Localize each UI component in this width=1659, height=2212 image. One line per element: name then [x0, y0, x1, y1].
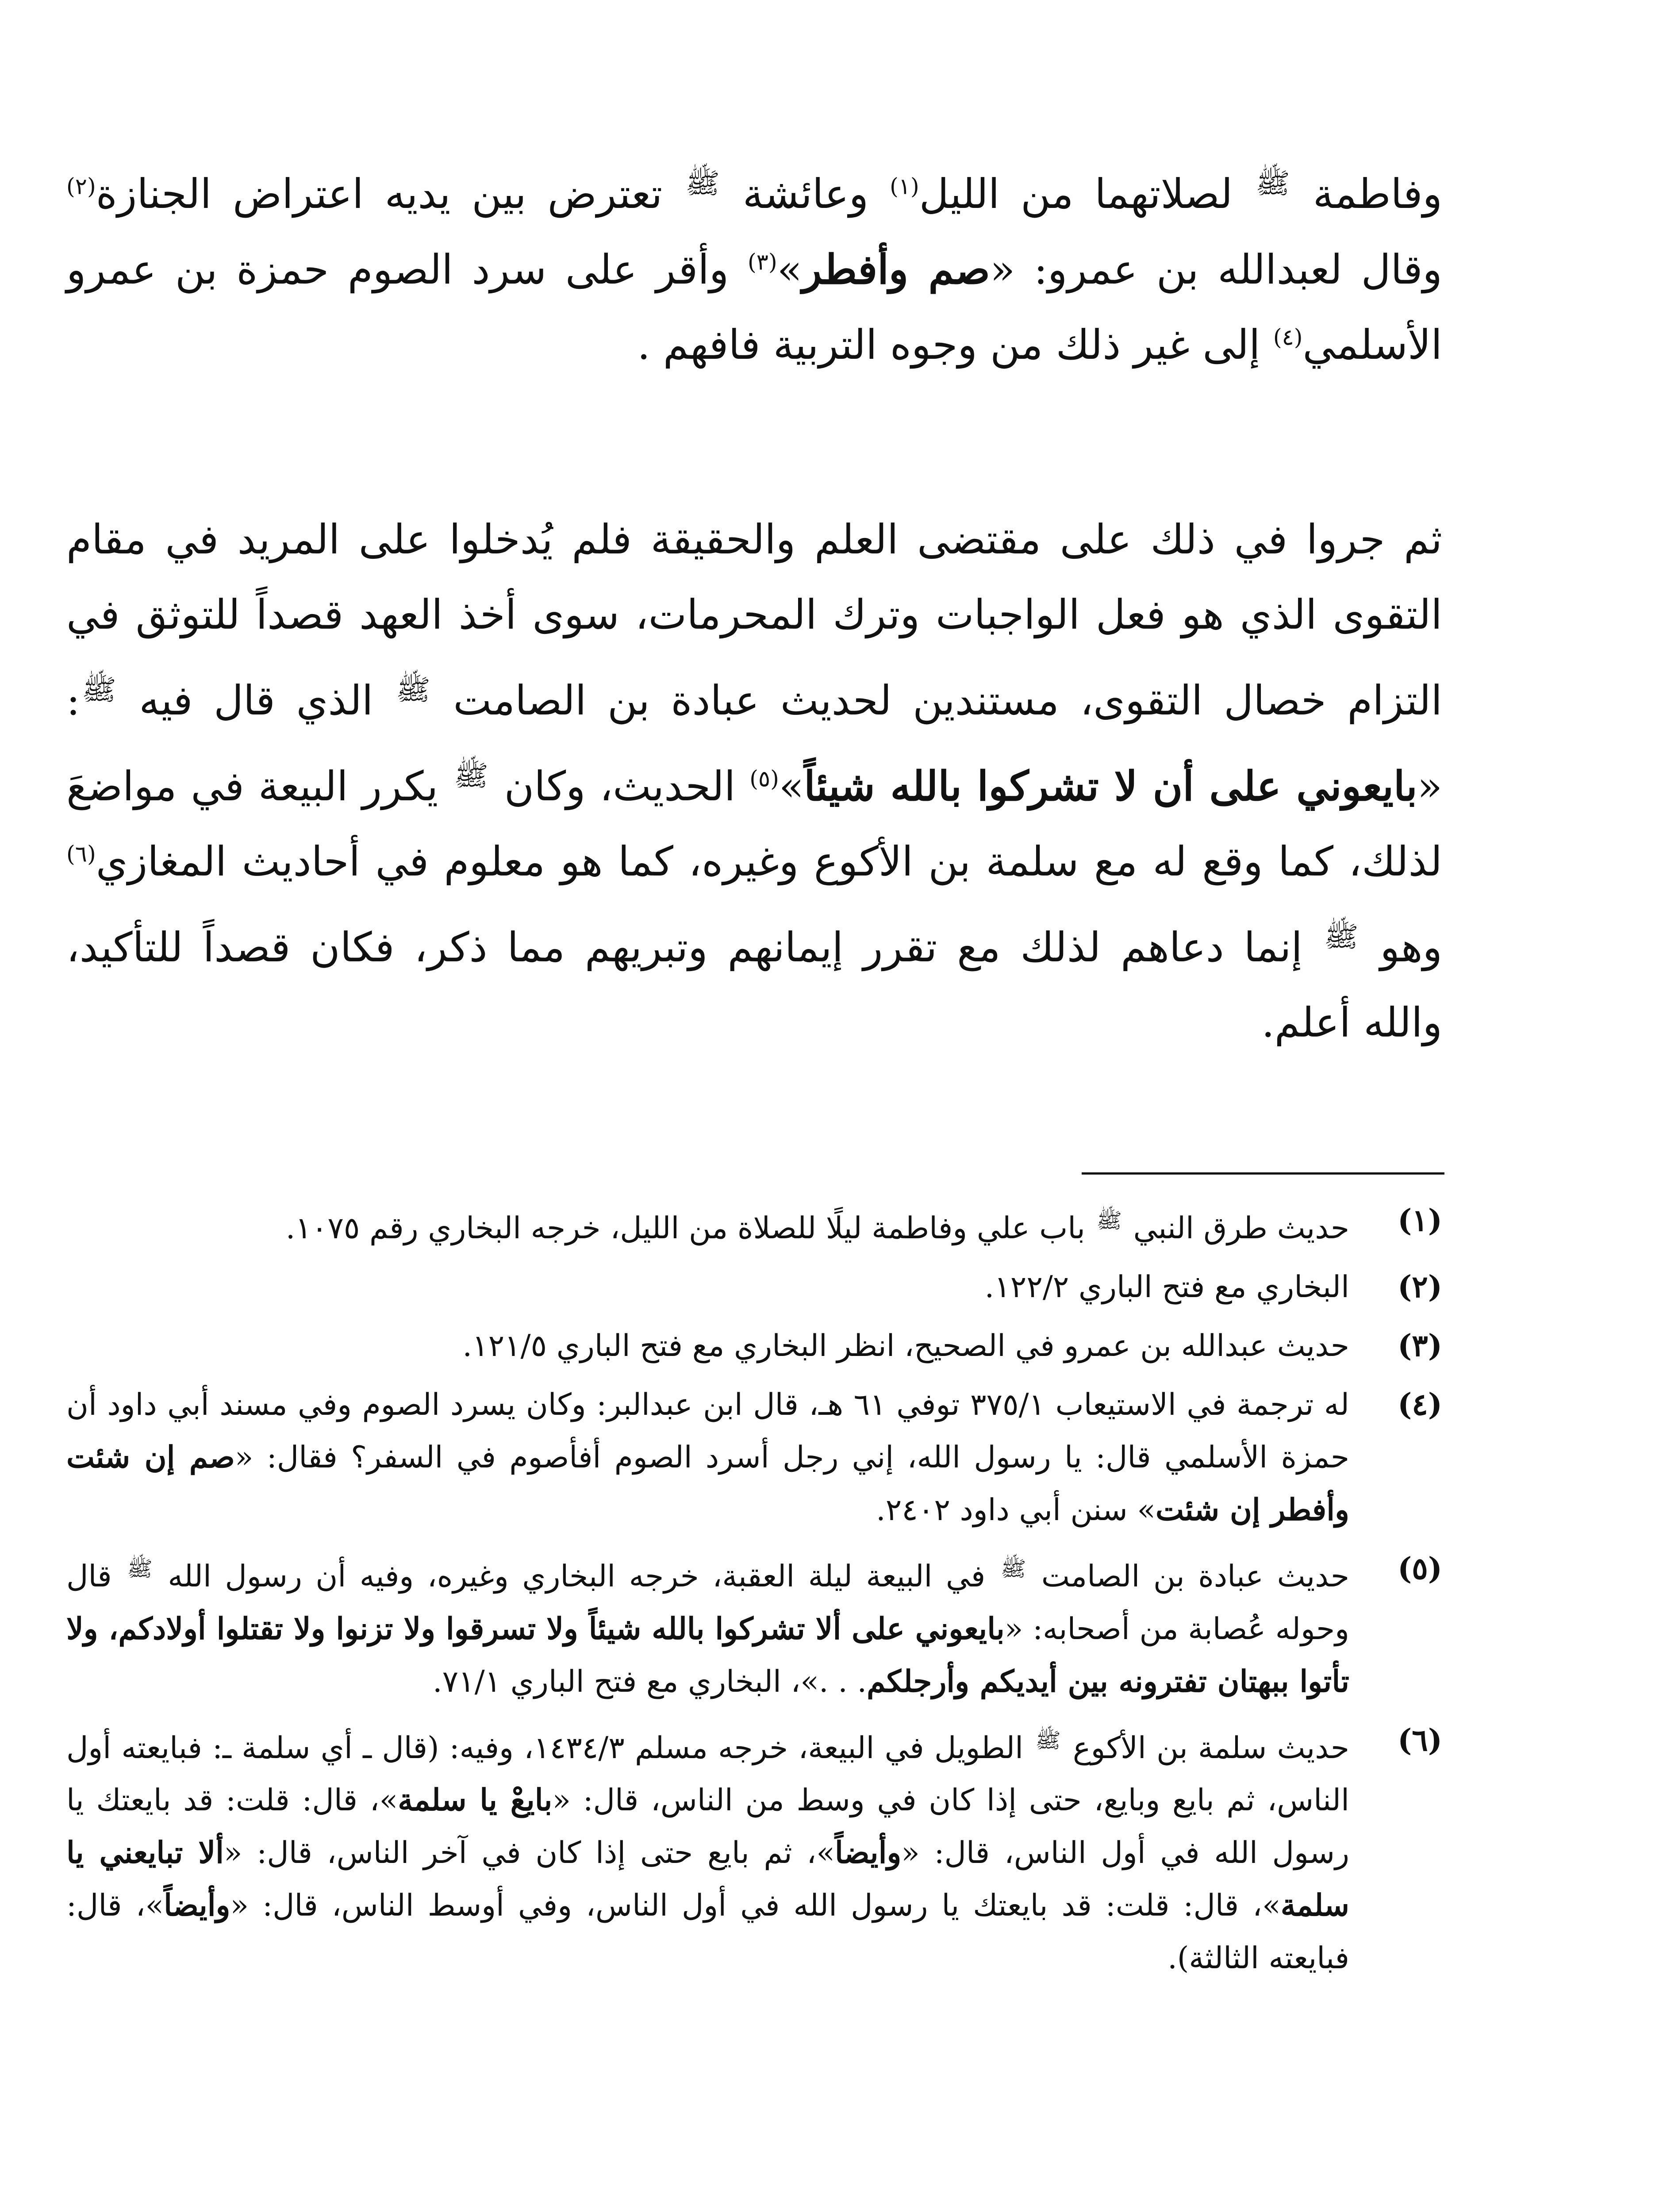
- salutation-icon: ﷺ: [396, 673, 430, 707]
- footnote-4: [66, 1379, 1442, 1536]
- footnote-ref-1[interactable]: (١): [890, 173, 919, 200]
- text-run: الطويل في البيعة، خرجه مسلم ١٤٣٤/٣، وفيه: (قال ـ أي سلمة ـ: فبايعته أول الناس، ثم بايع وبايع، حتى إذا كان في وسط من الناس، قال: «: [66, 1730, 1350, 1818]
- footnote-ref-5[interactable]: (٥): [749, 765, 779, 792]
- salutation-icon: ﷺ: [1035, 1728, 1061, 1753]
- text-run: قال وحوله عُصابة من أصحابه: «: [66, 1559, 1349, 1647]
- footnote-3: [66, 1320, 1442, 1372]
- salutation-icon: ﷺ: [1096, 1209, 1122, 1233]
- footnote-number: (٥): [1398, 1551, 1442, 1586]
- text-run: »، قال: قلت: قد بايعتك يا رسول الله في أول الناس، وفي أوسط الناس، قال: «: [230, 1888, 1281, 1924]
- text-run: : «: [66, 677, 1442, 810]
- footnote-5: [66, 1543, 1442, 1708]
- footnote-number: (٤): [1398, 1386, 1442, 1422]
- hadith-quote: صم وأفطر: [802, 246, 991, 293]
- salutation-icon: ﷺ: [127, 1556, 153, 1581]
- text-run: إنما دعاهم لذلك مع تقرر إيمانهم وتبريهم مما ذكر، فكان قصداً للتأكيد، والله أعلم.: [66, 924, 1442, 1046]
- text-run: وعائشة: [722, 170, 890, 218]
- text-run: حديث عبادة بن الصامت: [1028, 1559, 1350, 1594]
- text-run: ثم جروا في ذلك على مقتضى العلم والحقيقة فلم يُدخلوا على المريد في مقام التقوى الذي هو فعل الواجبات وترك المحرمات، سوى أخذ العهد قصداً للتوثق في التزام خصال التقوى، مستندين لحديث عبادة بن الصامت: [66, 516, 1443, 724]
- text-run: إلى غير ذلك من وجوه التربية فافهم .: [637, 321, 1273, 369]
- text-run: وأقر على سرد الصوم حمزة بن عمرو الأسلمي: [66, 246, 1442, 369]
- footnote-1: [66, 1194, 1442, 1255]
- salutation-icon: ﷺ: [685, 167, 720, 200]
- salutation-icon: ﷺ: [1000, 1556, 1026, 1581]
- hadith-quote: صم إن شئت وأفطر إن شئت: [66, 1439, 1349, 1528]
- text-run: » سنن أبي داود ٢٤٠٢.: [876, 1492, 1156, 1528]
- hadith-quote: ألا تبايعني يا سلمة: [66, 1835, 1349, 1924]
- salutation-icon: ﷺ: [1324, 920, 1359, 953]
- salutation-icon: ﷺ: [82, 673, 116, 707]
- footnote-2: [66, 1261, 1442, 1313]
- paragraph-2: [66, 502, 1442, 1060]
- text-run: »: [777, 246, 803, 293]
- text-run: وقال لعبدالله بن عمرو: «: [990, 246, 1442, 293]
- text-run: وهو: [1360, 924, 1442, 971]
- text-run: الحديث، وكان: [490, 763, 750, 810]
- text-run: حديث عبدالله بن عمرو في الصحيح، انظر البخاري مع فتح الباري ١٢١/٥.: [462, 1328, 1349, 1363]
- text-run: »، قال: فبايعته الثالثة).: [66, 1888, 1349, 1976]
- footnote-number: (١): [1398, 1203, 1442, 1238]
- footnote-ref-2[interactable]: (٢): [66, 173, 96, 200]
- salutation-icon: ﷺ: [1256, 167, 1290, 200]
- text-run: »: [779, 763, 804, 810]
- hadith-quote: بايعوني على أن لا تشركوا بالله شيئاً: [804, 762, 1417, 810]
- footnote-ref-3[interactable]: (٣): [748, 249, 777, 275]
- text-run: يكرر البيعة في مواضعَ لذلك، كما وقع له مع سلمة بن الأكوع وغيره، كما هو معلوم في أحاديث المغازي: [66, 763, 1442, 885]
- hadith-quote: وأيضاً: [834, 1835, 902, 1871]
- text-run: الذي قال فيه: [118, 677, 395, 724]
- salutation-icon: ﷺ: [454, 759, 488, 792]
- footnote-number: (٦): [1398, 1722, 1442, 1758]
- footnote-6: [66, 1714, 1442, 1985]
- paragraph-1: [66, 146, 1442, 383]
- footnote-ref-4[interactable]: (٤): [1273, 324, 1303, 350]
- text-run: البخاري مع فتح الباري ١٢٢/٢.: [984, 1269, 1349, 1305]
- footnote-number: (٢): [1398, 1269, 1442, 1305]
- hadith-quote: وأيضاً: [164, 1888, 230, 1924]
- text-run: حديث سلمة بن الأكوع: [1062, 1730, 1349, 1766]
- text-run: وفاطمة: [1291, 170, 1442, 218]
- text-run: تعترض بين يديه اعتراض الجنازة: [96, 170, 684, 218]
- text-run: في البيعة ليلة العقبة، خرجه البخاري وغيره، وفيه أن رسول الله: [154, 1559, 999, 1594]
- text-run: حديث طرق النبي: [1124, 1210, 1349, 1246]
- text-run: له ترجمة في الاستيعاب ٣٧٥/١ توفي ٦١ هـ، قال ابن عبدالبر: وكان يسرد الصوم وفي مسند أبي داود أن حمزة الأسلمي قال: يا رسول الله، إني رجل أسرد الصوم أفأصوم في السفر؟ فقال: «: [66, 1387, 1350, 1475]
- hadith-quote: بايعْ يا سلمة: [398, 1782, 553, 1818]
- footnote-divider: [1082, 1172, 1444, 1175]
- text-run: »، قال: قلت: قد بايعتك يا رسول الله في أول الناس، قال: «: [66, 1783, 1349, 1871]
- footnotes: [66, 1194, 1442, 1991]
- text-run: . . .»، البخاري مع فتح الباري ٧١/١.: [433, 1664, 867, 1699]
- hadith-quote: بايعوني على ألا تشركوا بالله شيئاً ولا تسرقوا ولا تزنوا ولا تقتلوا أولادكم، ولا تأتوا ببهتان تفترونه بين أيديكم وأرجلكم: [66, 1611, 1349, 1699]
- footnote-ref-6[interactable]: (٦): [66, 841, 96, 867]
- footnote-number: (٣): [1398, 1328, 1442, 1363]
- text-run: باب علي وفاطمة ليلًا للصلاة من الليل، خرجه البخاري رقم ١٠٧٥.: [285, 1210, 1095, 1246]
- text-run: لصلاتهما من الليل: [919, 170, 1254, 218]
- text-run: »، ثم بايع حتى إذا كان في آخر الناس، قال: «: [224, 1836, 835, 1871]
